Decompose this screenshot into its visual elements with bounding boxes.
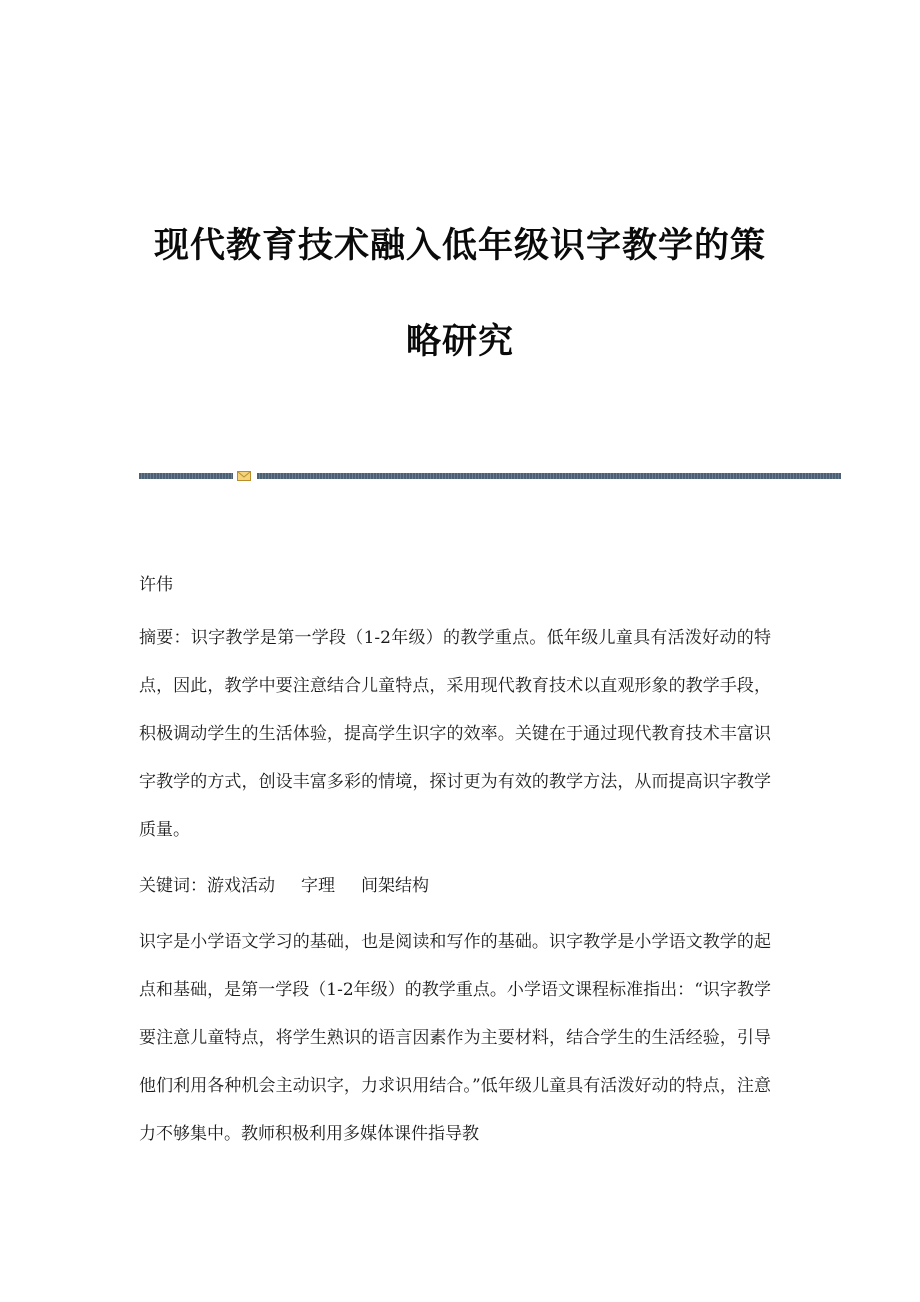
keyword-item: 游戏活动 [207,876,275,896]
divider-bar-left [139,473,233,479]
keyword-item: 字理 [301,876,335,896]
keywords-label: 关键词： [139,876,207,896]
title-divider [139,470,841,482]
author-name: 许伟 [139,575,173,595]
divider-bar-right [257,473,841,479]
document-title-line-2: 略研究 [405,322,514,362]
envelope-icon [237,470,251,482]
body-paragraph: 识字是小学语文学习的基础，也是阅读和写作的基础。识字教学是小学语文教学的起点和基础，是第一学段（1-2年级）的教学重点。小学语文课程标准指出：“识字教学要注意儿童特点，将学生熟识的语言因素作为主要材料，结合学生的生活经验，引导他们利用各种机会主动识字，力求识用结合。”低年级儿童具有活泼好动的特点，注意力不够集中。教师积极利用多媒体课件指导教 [139,932,771,1144]
abstract-paragraph: 摘要：识字教学是第一学段（1-2年级）的教学重点。低年级儿童具有活泼好动的特点，因此，教学中要注意结合儿童特点，采用现代教育技术以直观形象的教学手段，积极调动学生的生活体验，提高学生识字的效率。关键在于通过现代教育技术丰富识字教学的方式，创设丰富多彩的情境，探讨更为有效的教学方法，从而提高识字教学质量。 [139,628,771,840]
keywords-line [139,871,771,896]
keyword-item: 间架结构 [361,876,429,896]
document-title-line-1: 现代教育技术融入低年级识字教学的策 [153,226,766,266]
